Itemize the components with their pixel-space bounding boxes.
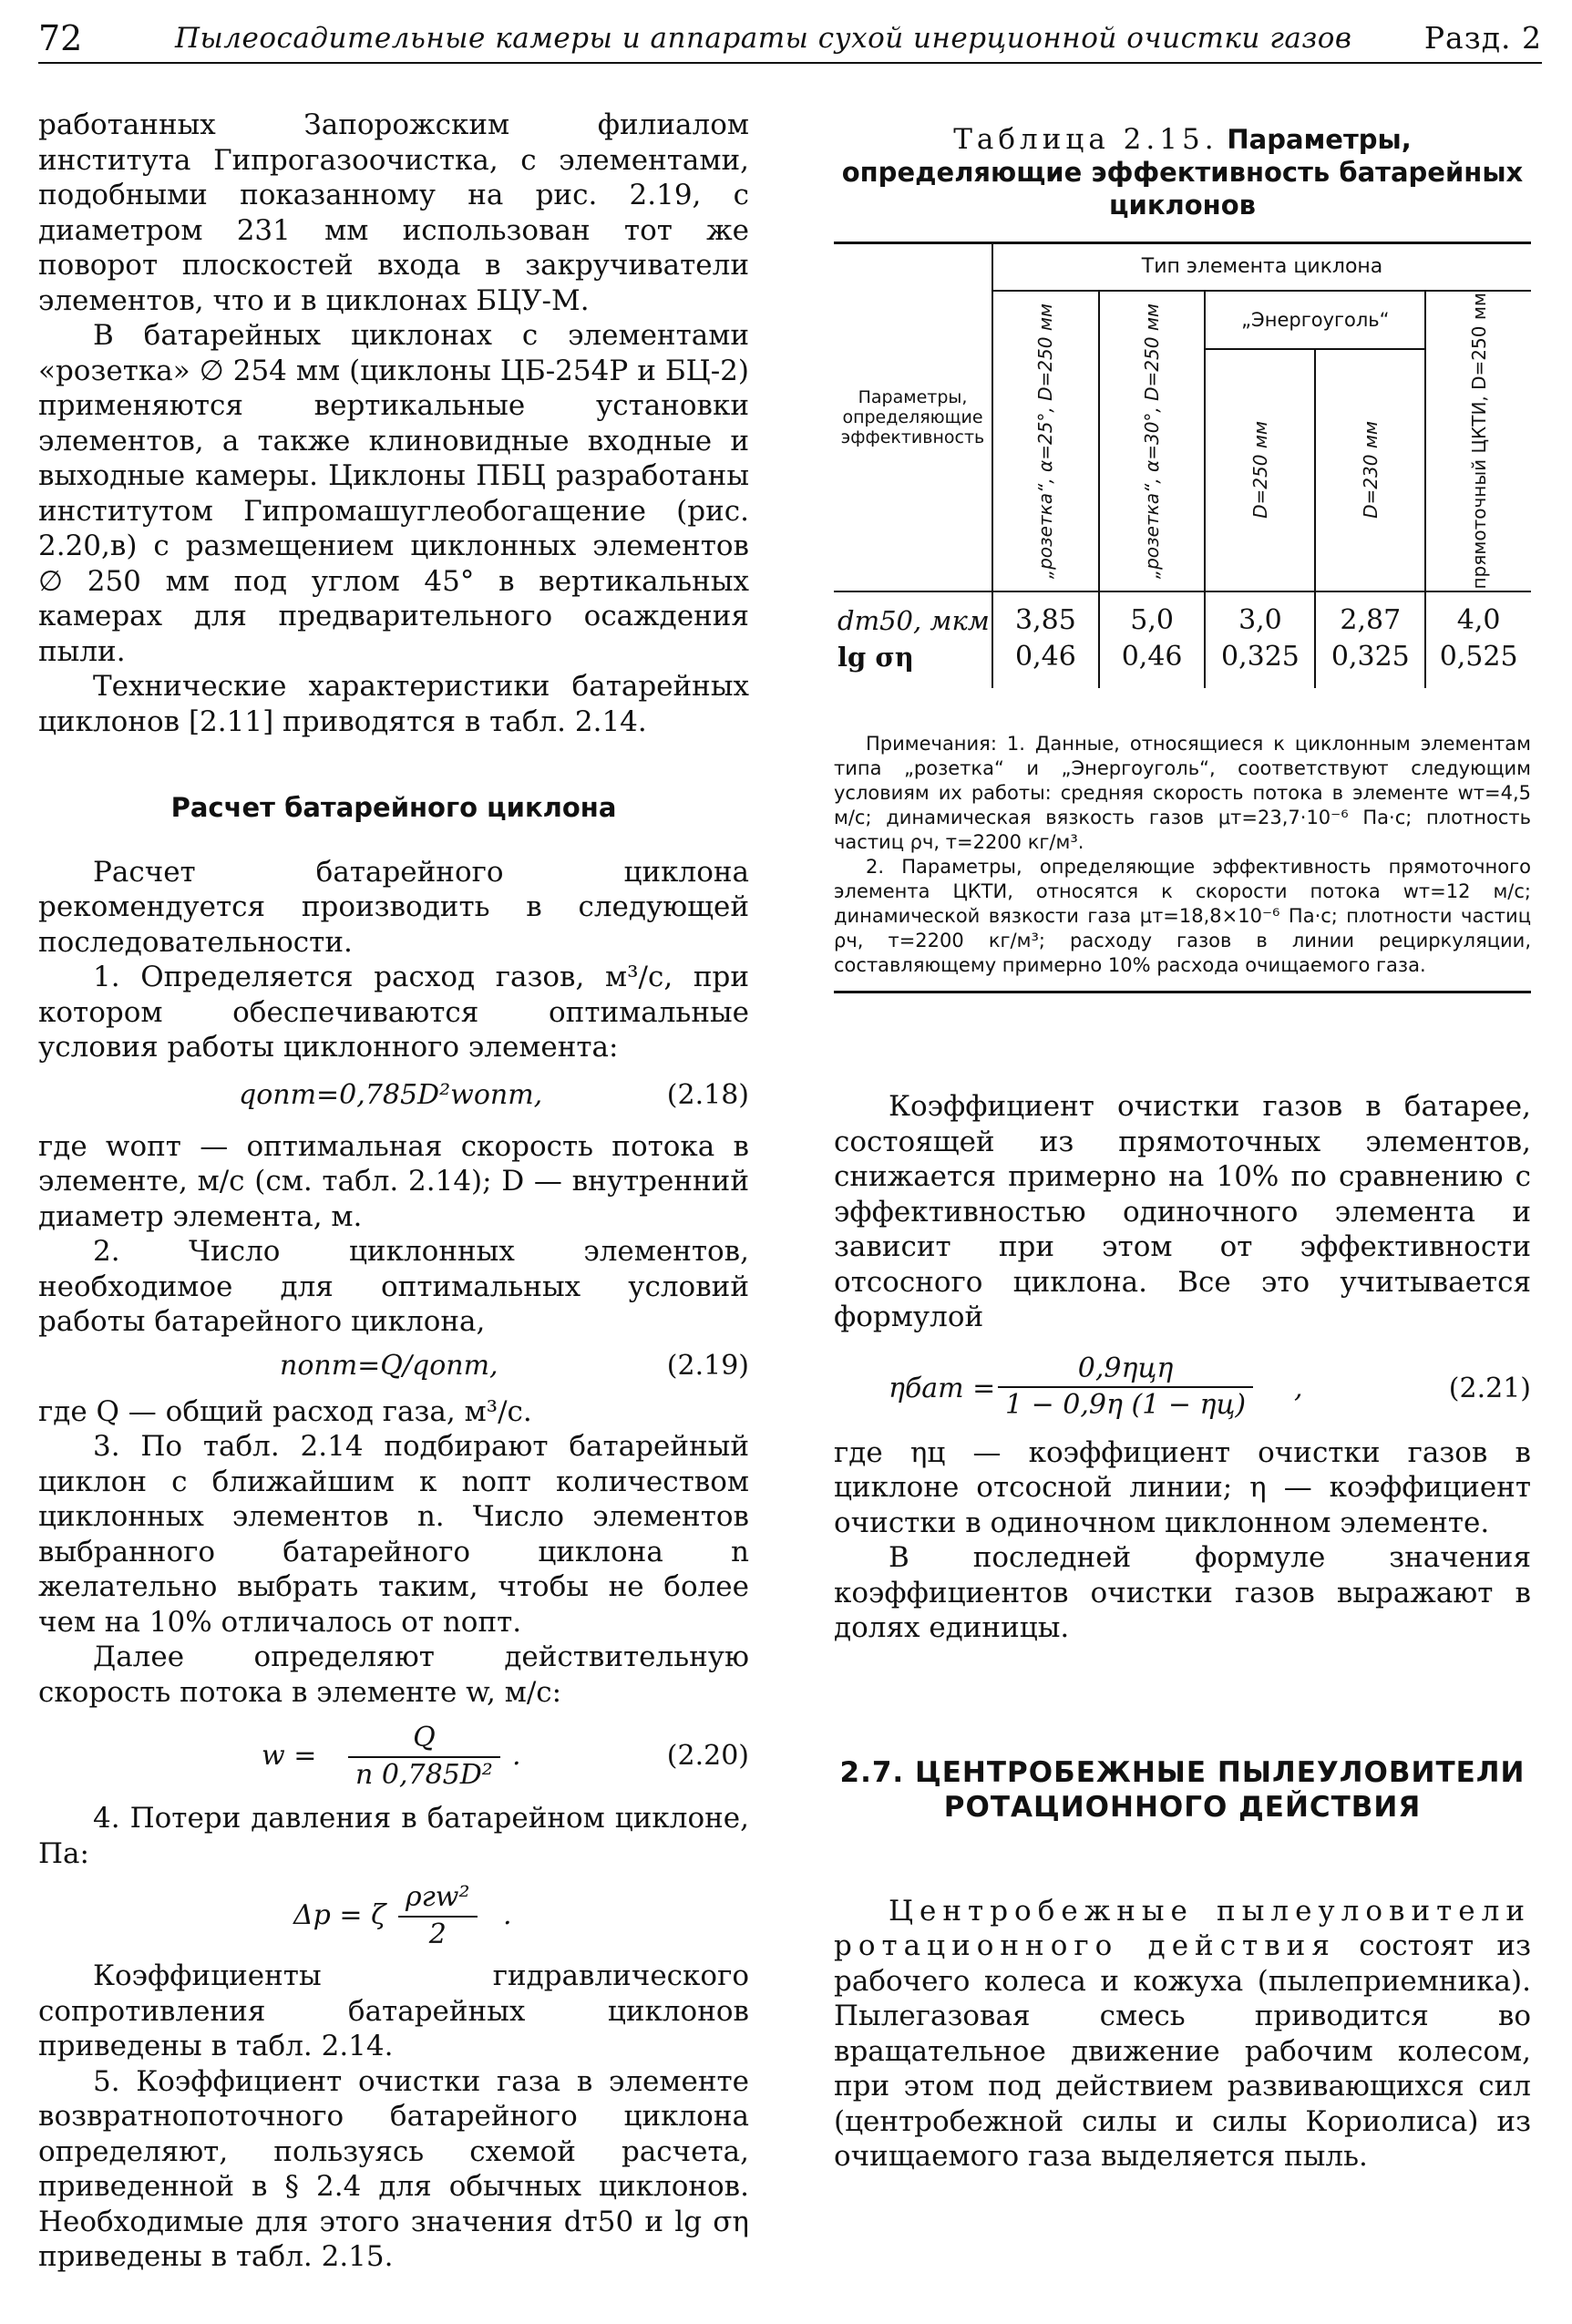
formula-2-20: w = $\frac{Q}{\text{n 0,785D²}}$ . (2.20) [38,1710,749,1801]
paragraph: Коэффициент очистки газов в батарее, состоящей из прямоточных элементов, снижается примерно на 10% по сравнению с эффективностью одиночного элемента и зависит при этом от эффективности отсосного циклона. Все это учитывается формулой [834,1090,1531,1333]
paragraph: 5. Коэффициент очистки газа в элементе возвратнопоточного батарейного циклона определяют, пользуясь схемой расчета, приведенной в § 2.4 для обычных циклонов. Необходимые для этого значения dт50 и lg ση приведены в табл. 2.15. [38,2064,749,2273]
col-header-energo-230: D=230 мм [1315,349,1425,591]
type-header-cell: Тип элемента циклона [992,243,1531,292]
formula-expression: qопт=0,785D²wопт, [239,1078,543,1111]
paragraph: 3. По табл. 2.14 подбирают батарейный циклон с ближайшим к nопт количеством циклонных элементов n. Число элементов выбранного батарейного циклона n желательно выбрать таким, чтобы не более чем на 10% отличалось от nопт. [38,1430,749,1639]
param-header-cell: Параметры, определяющие эффективность [834,243,992,591]
formula-number: (2.21) [1448,1372,1531,1404]
cell-value: 3,0 [1205,591,1315,640]
table-note-2: 2. Параметры, определяющие эффективность прямоточного элемента ЦКТИ, относятся к скорости потока wт=12 м/с; динамической вязкости газа μт=18,8×10⁻⁶ Па·с; плотности частиц ρч, т=2200 кг/м³; расходу газов в линии рециркуляции, составляющему примерно 10% расхода очищаемого газа. [834,855,1531,976]
energougol-header: „Энергоуголь“ [1205,291,1425,349]
paragraph: Расчет батарейного циклона рекомендуется производить в следующей последовательности. [38,855,749,959]
running-title: Пылеосадительные камеры и аппараты сухой инерционной очистки газов [175,22,1352,55]
paragraph: Далее определяют действительную скорость потока в элементе w, м/с: [38,1640,749,1709]
page-number: 72 [38,18,83,58]
table-caption-title: Параметры, определяющие эффективность батарейных циклонов [841,124,1524,221]
paragraph [834,1894,1531,2175]
paragraph: 1. Определяется расход газов, м³/с, при котором обеспечиваются оптимальные условия работы циклонного элемента: [38,961,749,1064]
fraction-numerator: ρгw² [398,1880,478,1918]
paragraph: Технические характеристики батарейных циклонов [2.11] приводятся в табл. 2.14. [38,670,749,738]
cell-value: 0,46 [992,639,1099,688]
table-caption [834,123,1531,221]
col-header-rozetka-30: „розетка“, α=30°, D=250 мм [1099,291,1206,591]
cell-value: 0,525 [1439,641,1518,674]
formula-expression: nопт=Q/qопт, [280,1349,498,1382]
cell-value: 0,325 [1205,639,1315,688]
formula-fraction [398,1880,478,1952]
paragraph: 2. Число циклонных элементов, необходимое для оптимальных условий работы батарейного циклона, [38,1235,749,1338]
cell-value: 0,46 [1099,639,1206,688]
formula-fraction [348,1721,500,1793]
fraction-numerator: Q [348,1721,500,1758]
formula-number: (2.19) [666,1349,749,1382]
col-header-rozetka-25: „розетка“, α=25°, D=250 мм [992,291,1099,591]
paragraph: Коэффициенты гидравлического сопротивления батарейных циклонов приведены в табл. 2.14. [38,1959,749,2062]
section-heading: 2.7. ЦЕНТРОБЕЖНЫЕ ПЫЛЕУЛОВИТЕЛИ РОТАЦИОННОГО ДЕЙСТВИЯ [839,1755,1526,1824]
paragraph: В последней формуле значения коэффициентов очистки газов выражают в долях единицы. [834,1541,1531,1644]
formula-lhs: Δp = ζ [293,1899,386,1931]
cell-value: 4,0 [1456,603,1501,636]
paragraph: где Q — общий расход газа, м³/с. [38,1394,532,1428]
col-header-energo-250: D=250 мм [1205,349,1315,591]
formula-2-21: ηбат = 0,9ηцη 1 − 0,9η (1 − ηц) , (2.21) [834,1335,1531,1435]
formula-lhs: ηбат = [889,1372,996,1404]
fraction-numerator: 0,9ηцη [998,1352,1253,1389]
formula-number: (2.18) [666,1078,749,1111]
row-label-lg-sigma: lg ση [834,639,992,688]
paragraph-rest: состоят из рабочего колеса и кожуха (пылеприемника). Пылегазовая смесь приводится во вращательное движение рабочим колесом, при этом под действием развивающихся сил (центробежной силы и силы Кориолиса) из очищаемого газа выделяется пыль. [834,1929,1531,2173]
left-column [38,108,749,2275]
row-label-d50: dт50, мкм [834,591,992,640]
paragraph: 4. Потери давления в батарейном циклоне, Па: [38,1802,749,1870]
section-label: Разд. 2 [1423,20,1542,56]
formula-2-19 [38,1340,749,1394]
cell-value: 5,0 [1099,591,1206,640]
paragraph: В батарейных циклонах с элементами «розетка» ∅ 254 мм (циклоны ЦБ-254Р и БЦ-2) применяются вертикальные установки элементов, а также клиновидные входные и выходные камеры. Циклоны ПБЦ разработаны институтом Гипромашуглеобогащение (рис. 2.20,в) с размещением циклонных элементов ∅ 250 мм под углом 45° в вертикальных камерах для предварительного осаждения пыли. [38,319,749,668]
page-header [38,16,1542,64]
right-column-text [834,1089,1531,2175]
formula-lhs: w = [262,1740,317,1772]
fraction-denominator: 2 [428,1918,447,1950]
cell-value: 2,87 [1315,591,1425,640]
paragraph: где ηц — коэффициент очистки газов в циклоне отсосной линии; η — коэффициент очистки в одиночном циклонном элементе. [834,1435,1531,1539]
paragraph: где wопт — оптимальная скорость потока в элементе, м/с (см. табл. 2.14); D — внутренний диаметр элемента, м. [38,1129,749,1233]
subsection-heading: Расчет батарейного циклона [170,792,617,823]
table-note-1: Примечания: 1. Данные, относящиеся к циклонным элементам типа „розетка“ и „Энергоуголь“, соответствуют следующим условиям их работы: средняя скорость потока в элементе wт=4,5 м/с; динамическая вязкость газов μт=23,7·10⁻⁶ Па·с; плотность частиц ρч, т=2200 кг/м³. [834,732,1531,853]
cell-value: 0,325 [1315,639,1425,688]
table-caption-label: Таблица 2.15. [953,123,1218,156]
paragraph: работанных Запорожским филиалом института Гипрогазоочистка, с элементами, подобными показанному на рис. 2.19, с диаметром 231 мм использован тот же поворот плоскостей входа в закручиватели элементов, что и в циклонах БЦУ-М. [38,108,749,317]
col-header-ckti: прямоточный ЦКТИ, D=250 мм [1467,293,1490,590]
formula-fraction [998,1352,1253,1424]
formula-number: (2.20) [666,1740,749,1772]
parameters-table [834,242,1531,688]
fraction-denominator: 1 − 0,9η (1 − ηц) [1005,1389,1247,1421]
fraction-denominator: n 0,785D² [355,1758,493,1791]
formula-pressure-loss: Δp = ζ ρгw² 2 . [38,1871,749,1959]
cell-value: 3,85 [992,591,1099,640]
paragraph-spaced-lead: Центробежные пылеуловители ротационного действия [834,1894,1531,1962]
table-notes [834,732,1531,978]
table-2-15 [834,123,1531,993]
formula-2-18 [38,1065,749,1129]
